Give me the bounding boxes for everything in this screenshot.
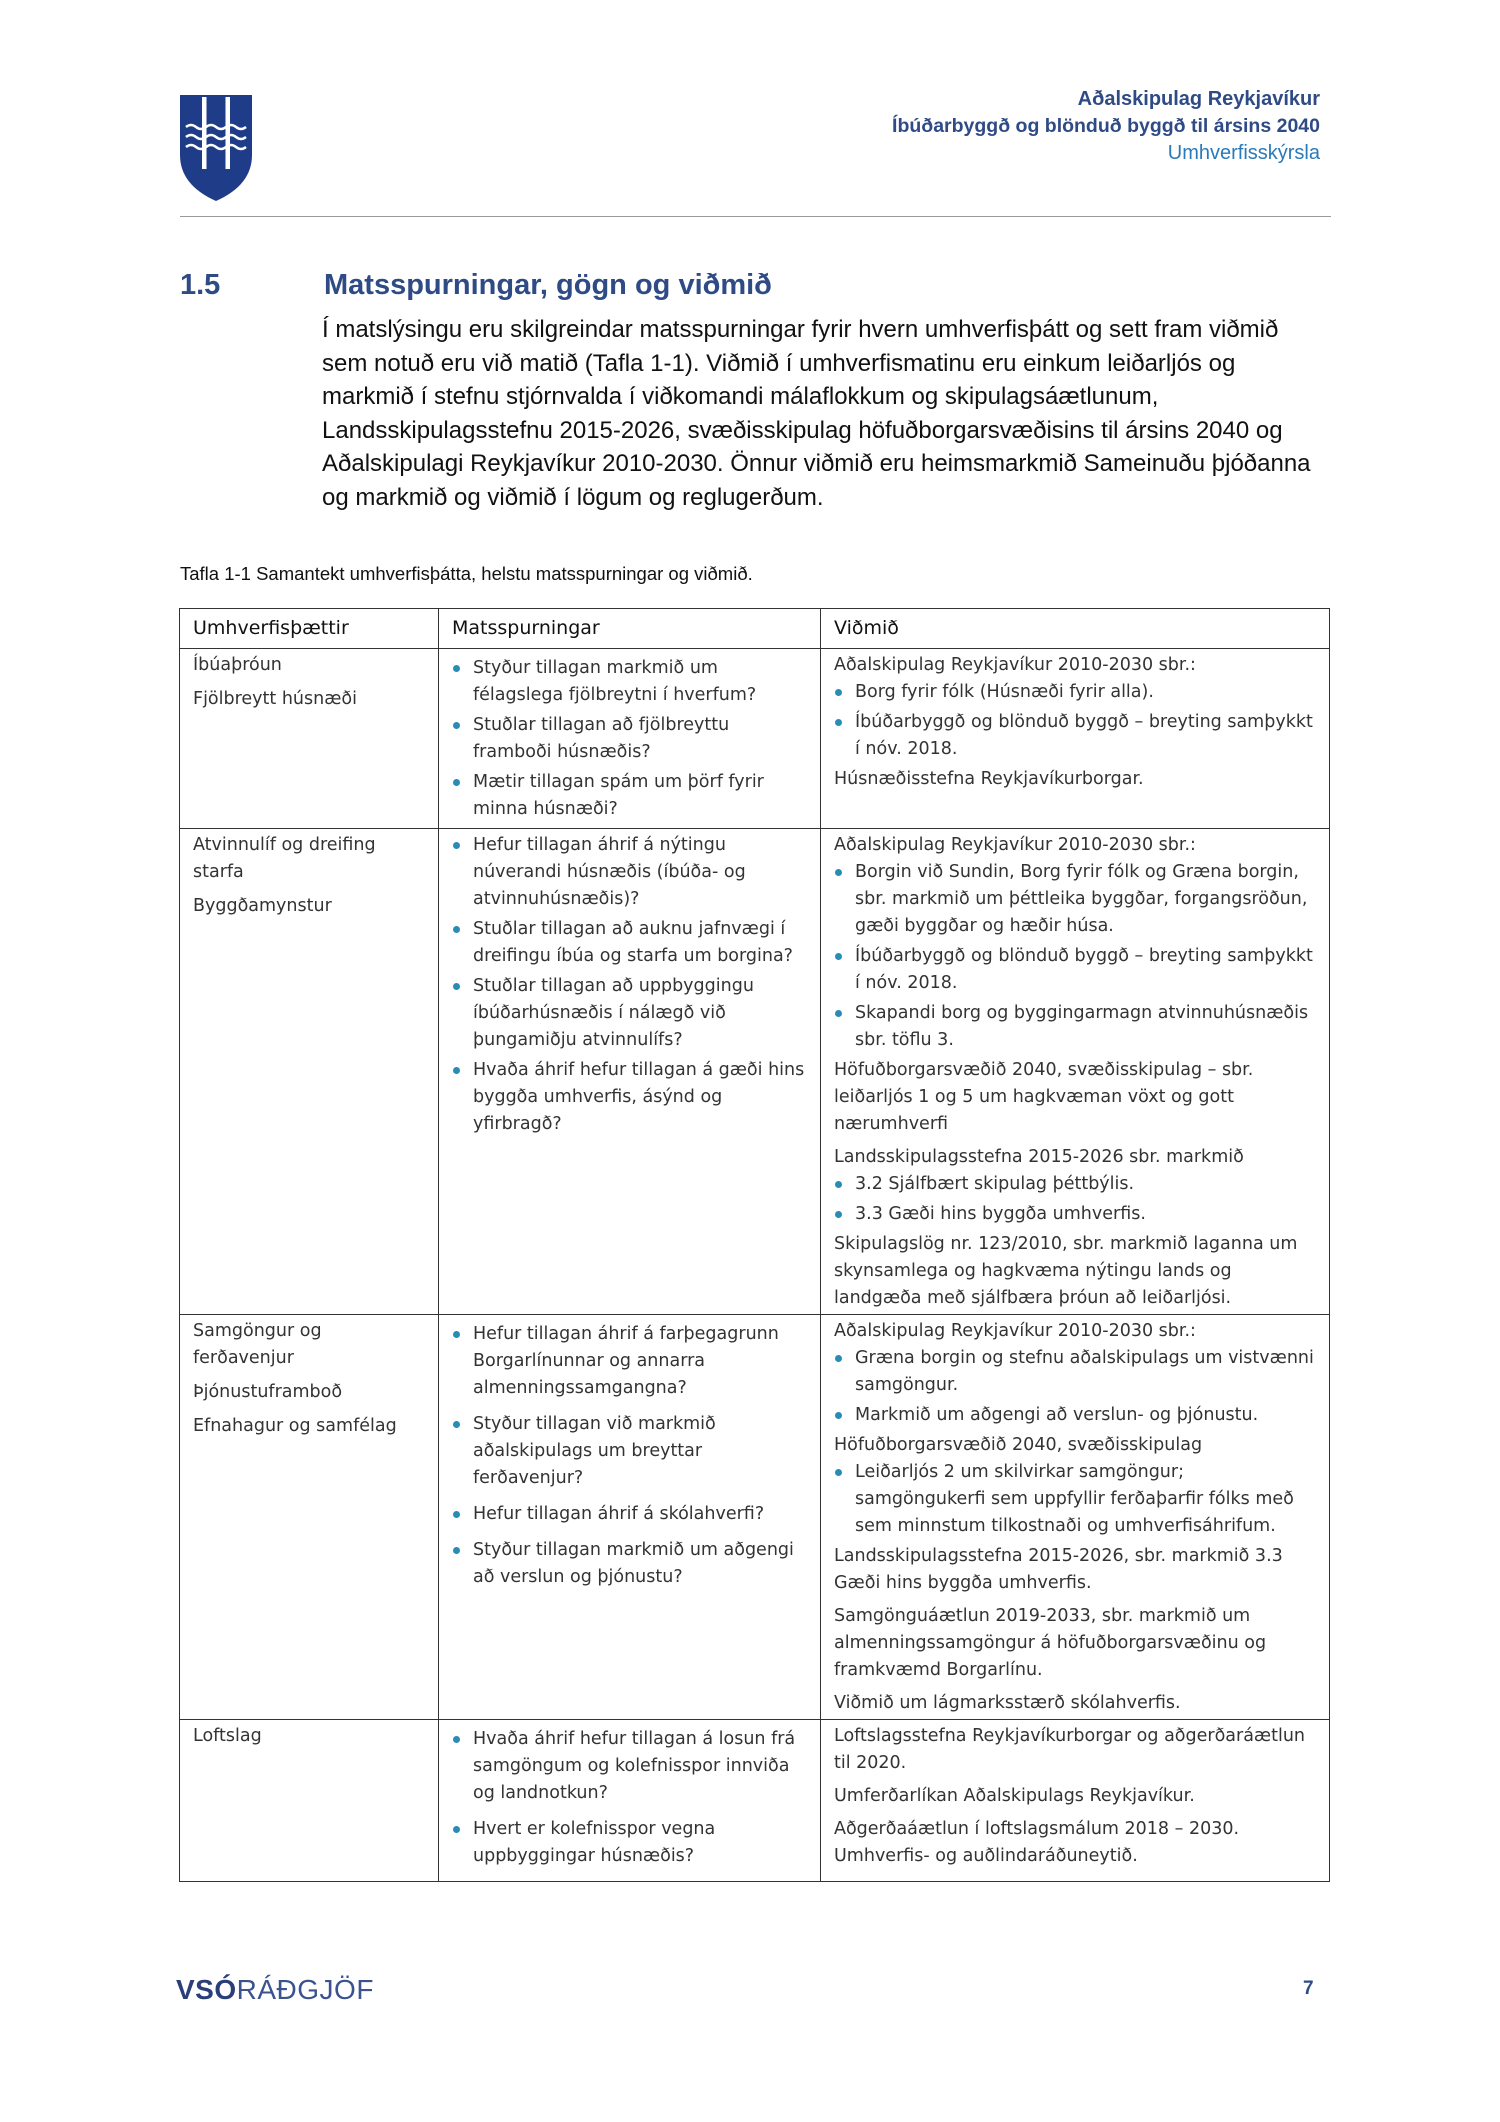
criteria-text: Húsnæðisstefna Reykjavíkurborgar. <box>834 769 1144 789</box>
category: Byggðamynstur <box>193 896 332 916</box>
logo-light-text: RÁÐGJÖF <box>236 1974 374 2005</box>
question-item: Stuðlar tillagan að fjölbreyttu framboði húsnæðis? <box>452 712 810 766</box>
criteria-text: Umferðarlíkan Aðalskipulags Reykjavíkur. <box>834 1786 1195 1806</box>
criteria-cell <box>821 649 1330 829</box>
criteria-text: Aðalskipulag Reykjavíkur 2010-2030 sbr.: <box>834 655 1196 675</box>
questions-cell <box>439 1720 821 1882</box>
criteria-item: Borgin við Sundin, Borg fyrir fólk og Græna borgin, sbr. markmið um þéttleika byggðar, forgangsröðun, gæði byggðar og hæðir húsa. <box>834 859 1319 940</box>
question-item: Styður tillagan við markmið aðalskipulags um breyttar ferðavenjur? <box>452 1411 810 1492</box>
table-row <box>180 829 1330 1315</box>
category: Atvinnulíf og dreifing starfa <box>193 835 376 882</box>
criteria-item: Íbúðarbyggð og blönduð byggð – breyting samþykkt í nóv. 2018. <box>834 709 1319 763</box>
document-header <box>892 86 1320 167</box>
page-number: 7 <box>1303 1978 1314 1999</box>
reykjavik-crest-logo <box>178 93 254 203</box>
criteria-text: Samgönguáætlun 2019-2033, sbr. markmið um almenningssamgöngur á höfuðborgarsvæðinu og framkvæmd Borgarlínu. <box>834 1606 1267 1680</box>
criteria-text: Skipulagslög nr. 123/2010, sbr. markmið laganna um skynsamlega og hagkvæma nýtingu lands og landgæða með sjálfbæra þróun að leiðarljósi. <box>834 1234 1298 1308</box>
vso-radgjof-logo <box>176 1974 374 2006</box>
table-header-row <box>180 609 1330 649</box>
questions-cell <box>439 649 821 829</box>
table-row <box>180 1720 1330 1882</box>
category: Fjölbreytt húsnæði <box>193 689 357 709</box>
column-header: Umhverfisþættir <box>180 609 439 649</box>
question-item: Hefur tillagan áhrif á farþegagrunn Borgarlínunnar og annarra almenningssamgangna? <box>452 1321 810 1402</box>
question-item: Stuðlar tillagan að auknu jafnvægi í dreifingu íbúa og starfa um borgina? <box>452 916 810 970</box>
section-intro: Í matslýsingu eru skilgreindar matsspurningar fyrir hvern umhverfisþátt og sett fram viðmið sem notuð eru við matið (Tafla 1-1). Viðmið í umhverfismatinu eru einkum leiðarljós og markmið í stefnu stjórnvalda í viðkomandi málaflokkum og skipulagsáætlunum, Landsskipulagsstefnu 2015-2026, svæðisskipulag höfuðborgarsvæðisins til ársins 2040 og Aðalskipulagi Reykjavíkur 2010-2030. Önnur viðmið eru heimsmarkmið Sameinuðu þjóðanna og markmið og viðmið í lögum og reglugerðum. <box>322 316 1311 511</box>
criteria-cell <box>821 1720 1330 1882</box>
table-row <box>180 1315 1330 1720</box>
question-item: Hefur tillagan áhrif á nýtingu núverandi húsnæðis (íbúða- og atvinnuhúsnæðis)? <box>452 832 810 913</box>
criteria-text: Aðalskipulag Reykjavíkur 2010-2030 sbr.: <box>834 1321 1196 1341</box>
questions-cell <box>439 829 821 1315</box>
criteria-item: Íbúðarbyggð og blönduð byggð – breyting samþykkt í nóv. 2018. <box>834 943 1319 997</box>
question-item: Hvaða áhrif hefur tillagan á losun frá samgöngum og kolefnisspor innviða og landnotkun? <box>452 1726 810 1807</box>
criteria-text: Höfuðborgarsvæðið 2040, svæðisskipulag – sbr. leiðarljós 1 og 5 um hagkvæman vöxt og gott nærumhverfi <box>834 1060 1254 1134</box>
header-line-2: Íbúðarbyggð og blönduð byggð til ársins 2040 <box>892 115 1320 137</box>
categories-cell <box>180 1720 439 1882</box>
criteria-item: Græna borgin og stefnu aðalskipulags um vistvænni samgöngur. <box>834 1345 1319 1399</box>
criteria-item: 3.3 Gæði hins byggða umhverfis. <box>834 1201 1319 1228</box>
criteria-text: Aðalskipulag Reykjavíkur 2010-2030 sbr.: <box>834 835 1196 855</box>
table-row <box>180 649 1330 829</box>
header-divider <box>180 216 1331 217</box>
section-title: Matsspurningar, gögn og viðmið <box>324 269 772 301</box>
criteria-text: Viðmið um lágmarksstærð skólahverfis. <box>834 1693 1181 1713</box>
categories-cell <box>180 829 439 1315</box>
logo-bold-text: VSÓ <box>176 1974 237 2005</box>
question-item: Mætir tillagan spám um þörf fyrir minna húsnæði? <box>452 769 810 823</box>
questions-cell <box>439 1315 821 1720</box>
criteria-item: Borg fyrir fólk (Húsnæði fyrir alla). <box>834 679 1319 706</box>
header-line-3: Umhverfisskýrsla <box>1167 142 1320 164</box>
category: Íbúaþróun <box>193 655 282 675</box>
header-line-1: Aðalskipulag Reykjavíkur <box>1077 88 1320 110</box>
criteria-item: Leiðarljós 2 um skilvirkar samgöngur; samgöngukerfi sem uppfyllir ferðaþarfir fólks með sem minnstum tilkostnaði og umhverfisáhrifum. <box>834 1459 1319 1540</box>
category: Loftslag <box>193 1726 262 1746</box>
categories-cell <box>180 649 439 829</box>
column-header: Matsspurningar <box>439 609 821 649</box>
question-item: Hefur tillagan áhrif á skólahverfi? <box>452 1501 810 1528</box>
category: Þjónustuframboð <box>193 1382 343 1402</box>
assessment-table <box>179 608 1330 1882</box>
criteria-text: Aðgerðaáætlun í loftslagsmálum 2018 – 2030. <box>834 1819 1240 1839</box>
question-item: Styður tillagan markmið um aðgengi að verslun og þjónustu? <box>452 1537 810 1591</box>
criteria-text: Höfuðborgarsvæðið 2040, svæðisskipulag <box>834 1435 1203 1455</box>
criteria-item: Markmið um aðgengi að verslun- og þjónustu. <box>834 1402 1319 1429</box>
question-item: Hvert er kolefnisspor vegna uppbyggingar húsnæðis? <box>452 1816 810 1870</box>
question-item: Styður tillagan markmið um félagslega fjölbreytni í hverfum? <box>452 655 810 709</box>
table-caption: Tafla 1-1 Samantekt umhverfisþátta, helstu matsspurningar og viðmið. <box>180 563 753 584</box>
criteria-text: Landsskipulagsstefna 2015-2026 sbr. markmið <box>834 1147 1244 1167</box>
criteria-cell <box>821 829 1330 1315</box>
category: Efnahagur og samfélag <box>193 1416 397 1436</box>
question-item: Hvaða áhrif hefur tillagan á gæði hins byggða umhverfis, ásýnd og yfirbragð? <box>452 1057 810 1138</box>
section-number: 1.5 <box>180 269 221 301</box>
categories-cell <box>180 1315 439 1720</box>
column-header: Viðmið <box>821 609 1330 649</box>
category: Samgöngur og ferðavenjur <box>193 1321 322 1368</box>
criteria-item: Skapandi borg og byggingarmagn atvinnuhúsnæðis sbr. töflu 3. <box>834 1000 1319 1054</box>
criteria-text: Umhverfis- og auðlindaráðuneytið. <box>834 1846 1138 1866</box>
criteria-item: 3.2 Sjálfbært skipulag þéttbýlis. <box>834 1171 1319 1198</box>
criteria-text: Landsskipulagsstefna 2015-2026, sbr. markmið 3.3 Gæði hins byggða umhverfis. <box>834 1546 1283 1593</box>
criteria-cell <box>821 1315 1330 1720</box>
criteria-text: Loftslagsstefna Reykjavíkurborgar og aðgerðaráætlun til 2020. <box>834 1726 1306 1773</box>
question-item: Stuðlar tillagan að uppbyggingu íbúðarhúsnæðis í nálægð við þungamiðju atvinnulífs? <box>452 973 810 1054</box>
